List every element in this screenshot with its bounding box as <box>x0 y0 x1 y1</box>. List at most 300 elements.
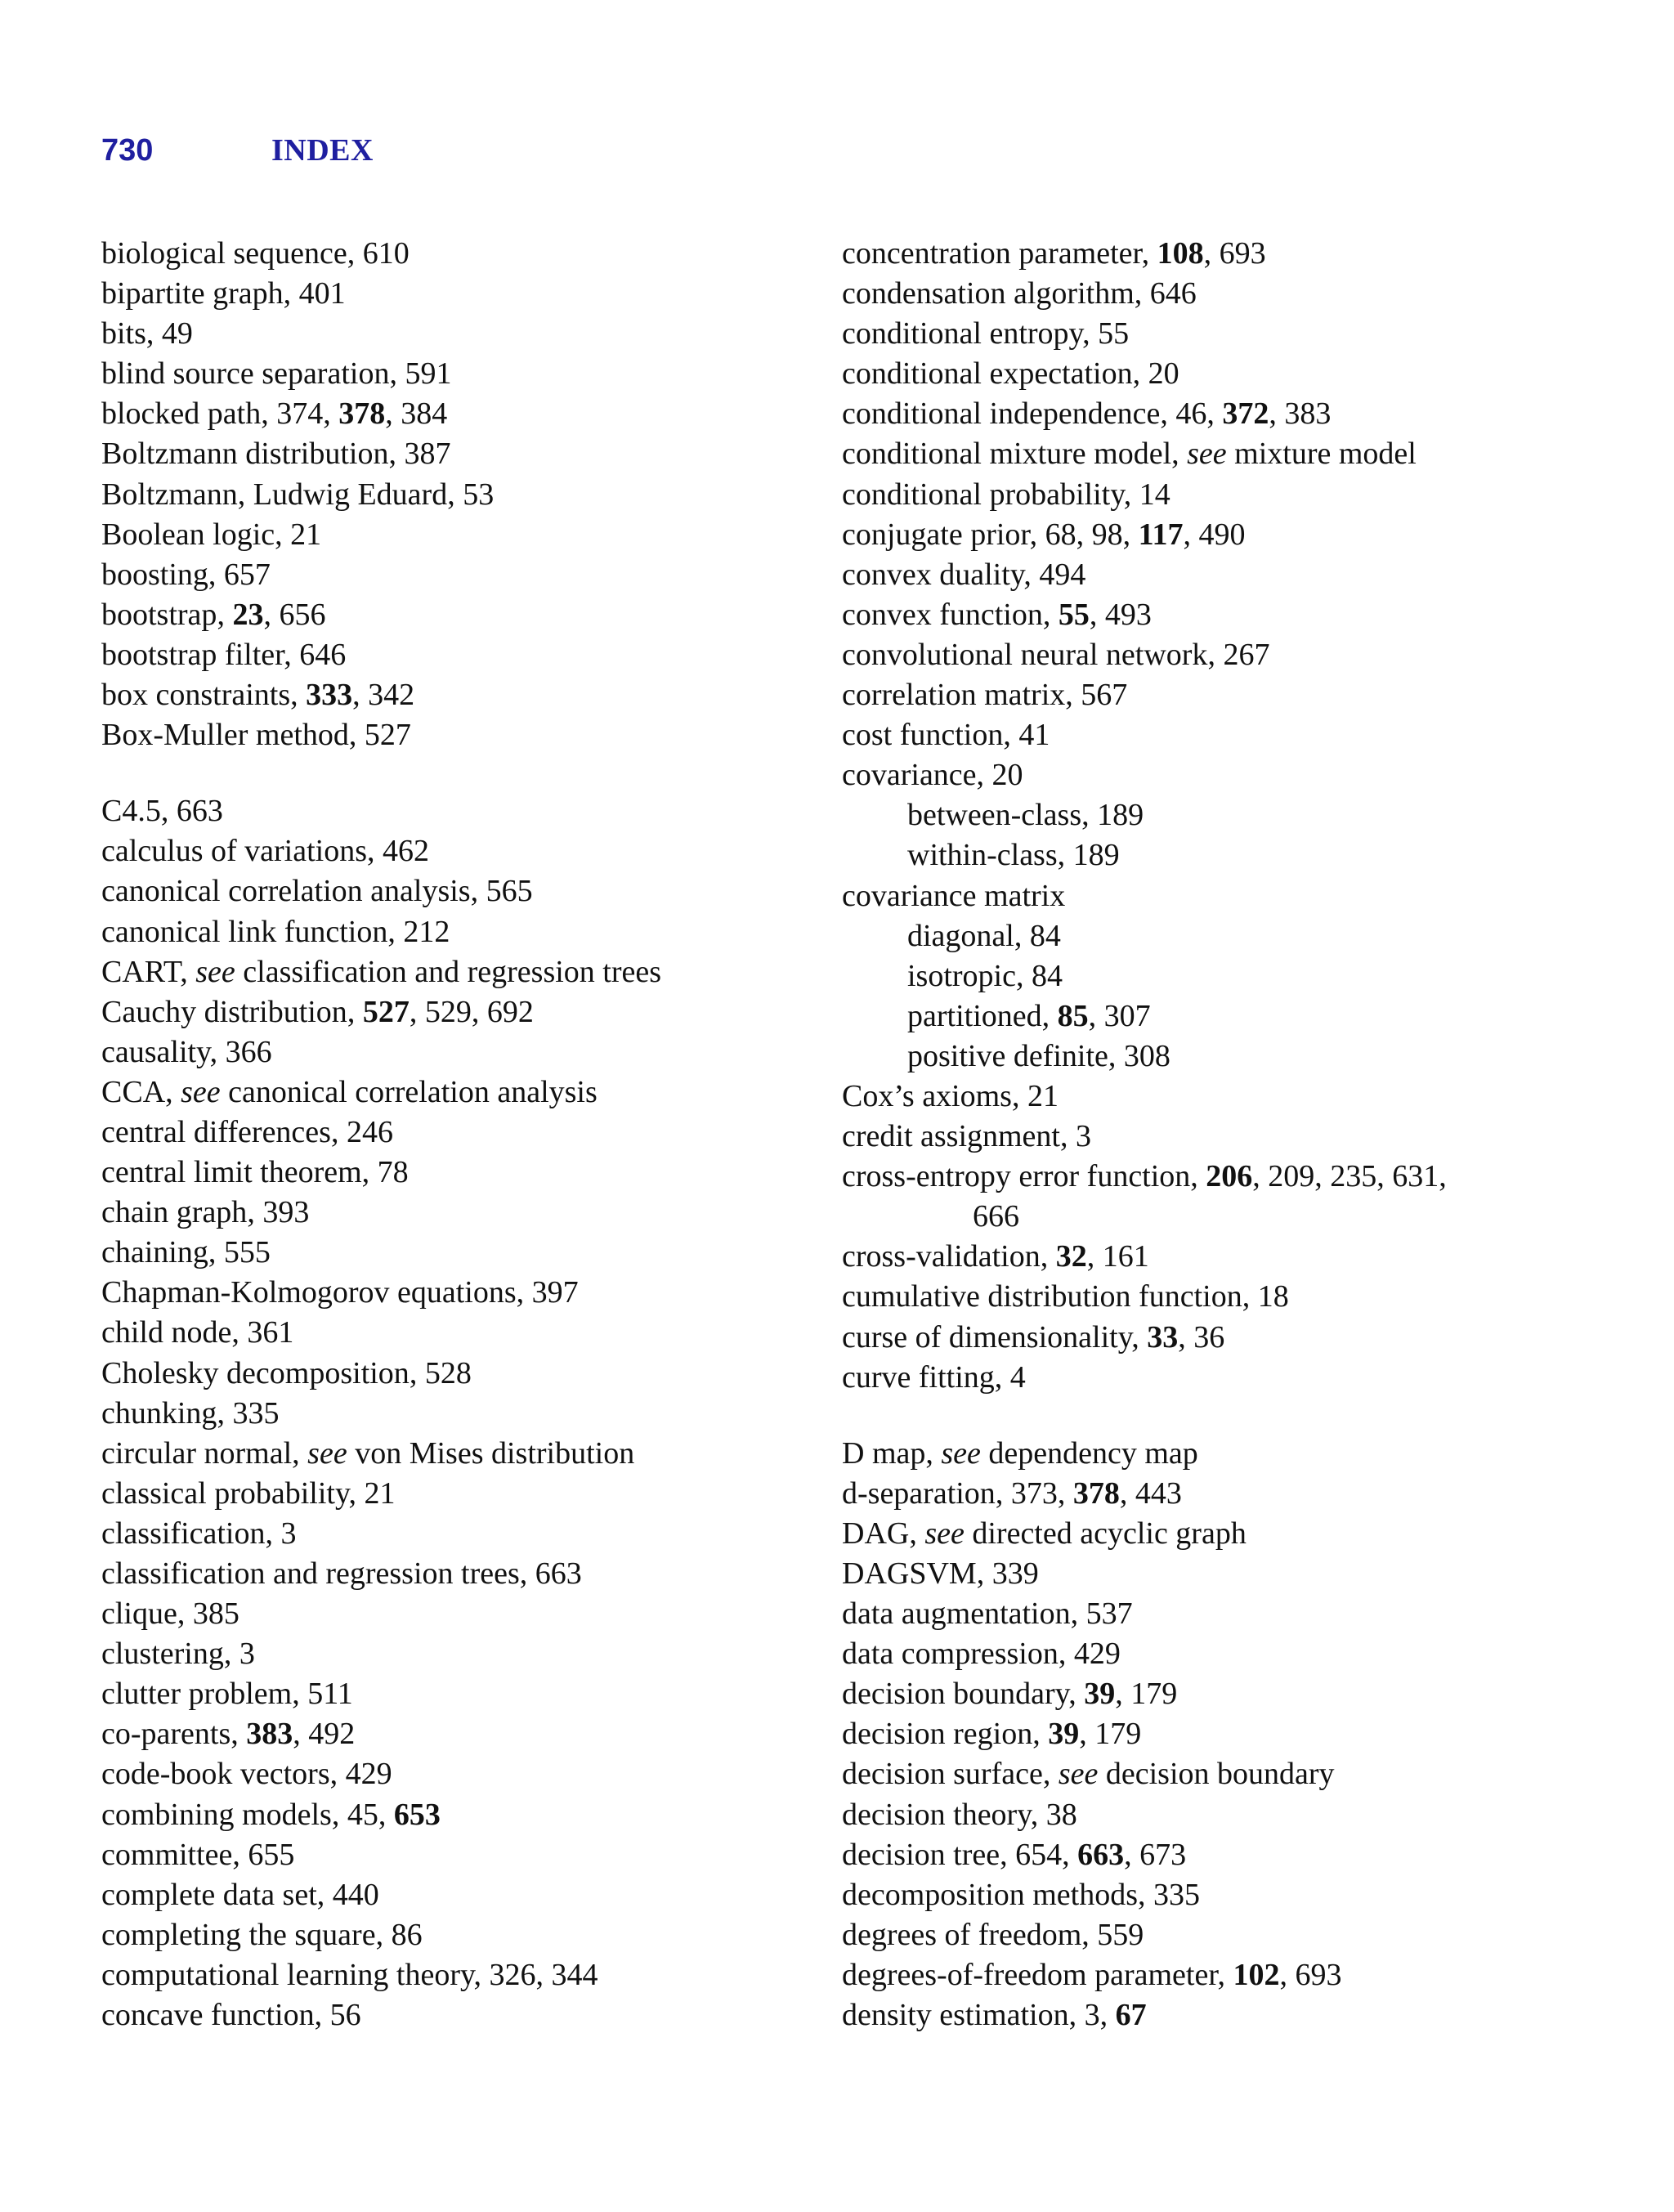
index-term: CCA <box>101 1074 166 1109</box>
see-reference: directed acyclic graph <box>972 1516 1247 1551</box>
running-head: INDEX <box>271 133 374 168</box>
page-ref: 657 <box>223 557 271 592</box>
index-term: d-separation <box>842 1475 996 1511</box>
index-entry: bootstrap, 23, 656 <box>101 597 326 632</box>
index-entry: condensation algorithm, 646 <box>842 276 1197 311</box>
index-entry: Boltzmann, Ludwig Eduard, 53 <box>101 477 495 512</box>
page-ref: 23 <box>232 597 264 632</box>
index-entry: Cox’s axioms, 21 <box>842 1078 1059 1113</box>
index-term: Cholesky decomposition <box>101 1355 410 1390</box>
index-term: isotropic <box>907 958 1016 993</box>
index-entry: biological sequence, 610 <box>101 236 410 271</box>
page-ref: 384 <box>401 396 448 432</box>
see-reference: dependency map <box>988 1435 1198 1471</box>
index-entry: circular normal, see von Mises distribution <box>101 1435 635 1471</box>
page-ref: 235 <box>1330 1159 1377 1194</box>
index-entry: Cholesky decomposition, 528 <box>101 1355 472 1390</box>
page-ref: 3 <box>280 1516 297 1551</box>
index-term: positive definite <box>907 1038 1108 1073</box>
index-term: decomposition methods <box>842 1877 1139 1912</box>
page-ref: 189 <box>1097 798 1144 833</box>
page-ref: 209 <box>1268 1159 1315 1194</box>
page-ref: 527 <box>362 994 410 1029</box>
page-ref: 102 <box>1233 1957 1280 1992</box>
page-ref: 440 <box>332 1877 379 1912</box>
page-ref: 86 <box>391 1917 423 1952</box>
index-term: cumulative distribution function <box>842 1279 1242 1314</box>
index-entry: decision surface, see decision boundary <box>842 1757 1335 1792</box>
index-term: canonical link function <box>101 914 388 949</box>
page-ref: 383 <box>1284 396 1332 432</box>
index-subentry: between-class, 189 <box>907 798 1144 833</box>
index-term: conditional entropy <box>842 316 1083 352</box>
index-entry: CART, see classification and regression trees <box>101 954 662 989</box>
index-term: cross-validation <box>842 1239 1041 1274</box>
page-ref: 527 <box>364 718 411 753</box>
index-entry: bootstrap filter, 646 <box>101 637 347 672</box>
index-entry: credit assignment, 3 <box>842 1119 1091 1154</box>
page-ref: 36 <box>1193 1319 1225 1355</box>
index-term: conjugate prior <box>842 517 1030 552</box>
page-ref: 559 <box>1097 1917 1144 1952</box>
index-term: C4.5 <box>101 794 161 829</box>
index-entry: blocked path, 374, 378, 384 <box>101 396 448 432</box>
page-ref: 387 <box>404 437 451 472</box>
page-ref: 565 <box>486 874 533 909</box>
page-ref: 84 <box>1029 918 1061 953</box>
index-entry: Box-Muller method, 527 <box>101 718 411 753</box>
page-ref: 326 <box>489 1957 536 1992</box>
page-ref: 429 <box>1073 1637 1121 1672</box>
page-ref: 656 <box>279 597 326 632</box>
page-ref: 529 <box>424 994 472 1029</box>
index-entry: Cauchy distribution, 527, 529, 692 <box>101 994 534 1029</box>
index-entry: decision tree, 654, 663, 673 <box>842 1837 1187 1872</box>
index-entry: causality, 366 <box>101 1034 272 1069</box>
index-entry: decision theory, 38 <box>842 1797 1077 1832</box>
index-term: within-class <box>907 838 1058 873</box>
page-ref: 493 <box>1104 597 1152 632</box>
index-term: Boolean logic <box>101 517 275 552</box>
index-entry: curse of dimensionality, 33, 36 <box>842 1319 1225 1355</box>
page-ref: 335 <box>232 1395 280 1431</box>
index-entry: canonical link function, 212 <box>101 914 450 949</box>
index-term: conditional mixture model <box>842 437 1172 472</box>
index-entry: classification and regression trees, 663 <box>101 1556 582 1591</box>
index-term: boosting <box>101 557 208 592</box>
index-term: circular normal <box>101 1435 293 1471</box>
index-entry: d-separation, 373, 378, 443 <box>842 1475 1182 1511</box>
page-ref: 85 <box>1057 998 1089 1033</box>
index-entry: chaining, 555 <box>101 1235 271 1270</box>
page-ref: 490 <box>1198 517 1246 552</box>
index-entry: calculus of variations, 462 <box>101 834 430 869</box>
page-ref: 78 <box>377 1155 409 1190</box>
page-ref: 98 <box>1091 517 1123 552</box>
page-header <box>101 129 374 172</box>
page-ref: 53 <box>463 477 495 512</box>
page-ref: 663 <box>535 1556 582 1591</box>
page-ref: 39 <box>1084 1677 1116 1712</box>
page-ref: 108 <box>1157 236 1204 271</box>
index-term: diagonal <box>907 918 1014 953</box>
page-ref: 3 <box>1084 1998 1100 2033</box>
index-entry: complete data set, 440 <box>101 1877 379 1912</box>
page-ref: 443 <box>1135 1475 1182 1511</box>
see-label: see <box>307 1435 347 1471</box>
page-ref: 610 <box>362 236 410 271</box>
page-ref: 212 <box>403 914 450 949</box>
page-ref: 68 <box>1045 517 1076 552</box>
page-ref: 333 <box>306 678 353 713</box>
page-ref: 117 <box>1138 517 1184 552</box>
page-ref: 372 <box>1222 396 1269 432</box>
page-ref: 654 <box>1015 1837 1063 1872</box>
page-ref: 385 <box>192 1596 239 1632</box>
index-term: central differences <box>101 1114 331 1149</box>
index-term: calculus of variations <box>101 834 368 869</box>
index-term: central limit theorem <box>101 1155 362 1190</box>
index-entry: committee, 655 <box>101 1837 295 1872</box>
see-reference: classification and regression trees <box>243 954 662 989</box>
index-term: Boltzmann distribution <box>101 437 389 472</box>
index-entry: canonical correlation analysis, 565 <box>101 874 533 909</box>
index-continuation <box>842 1197 1561 1237</box>
index-term: classification and regression trees <box>101 1556 520 1591</box>
page-ref: 21 <box>290 517 322 552</box>
index-entry: Boltzmann distribution, 387 <box>101 437 451 472</box>
page-ref: 693 <box>1219 236 1266 271</box>
index-term: between-class <box>907 798 1082 833</box>
index-term: completing the square <box>101 1917 376 1952</box>
page-ref: 366 <box>225 1034 272 1069</box>
page-ref: 56 <box>329 1998 361 2033</box>
page-ref: 335 <box>1153 1877 1201 1912</box>
index-term: co-parents <box>101 1717 231 1752</box>
index-entry: convex duality, 494 <box>842 557 1086 592</box>
see-label: see <box>195 954 235 989</box>
page-ref: 663 <box>1077 1837 1125 1872</box>
index-term: D map <box>842 1435 926 1471</box>
page-ref: 84 <box>1031 958 1063 993</box>
index-term: bootstrap <box>101 597 217 632</box>
index-entry: conditional expectation, 20 <box>842 356 1179 392</box>
see-reference: canonical correlation analysis <box>228 1074 598 1109</box>
index-entry: clustering, 3 <box>101 1637 255 1672</box>
index-term: curse of dimensionality <box>842 1319 1132 1355</box>
index-term: clutter problem <box>101 1677 293 1712</box>
index-term: biological sequence <box>101 236 347 271</box>
index-entry: conditional entropy, 55 <box>842 316 1130 352</box>
page-ref: 692 <box>486 994 534 1029</box>
index-term: decision region <box>842 1717 1033 1752</box>
page-ref: 206 <box>1206 1159 1253 1194</box>
index-term: classification <box>101 1516 266 1551</box>
index-term: curve fitting <box>842 1359 995 1395</box>
index-entry: code-book vectors, 429 <box>101 1757 392 1792</box>
see-label: see <box>941 1435 981 1471</box>
page-ref: 361 <box>247 1315 294 1350</box>
index-term: clique <box>101 1596 177 1632</box>
index-term: blocked path <box>101 396 262 432</box>
index-entry: conditional probability, 14 <box>842 477 1170 512</box>
index-entry: cross-entropy error function, 206, 209, 235, 631, 666 <box>842 1157 1561 1237</box>
page-ref: 339 <box>991 1556 1039 1591</box>
page-ref: 429 <box>345 1757 392 1792</box>
page-ref: 342 <box>368 678 415 713</box>
index-entry: classification, 3 <box>101 1516 297 1551</box>
index-term: chain graph <box>101 1195 248 1230</box>
index-term: decision boundary <box>842 1677 1069 1712</box>
index-term: concentration parameter <box>842 236 1142 271</box>
index-term: classical probability <box>101 1475 349 1511</box>
page-ref: 567 <box>1081 678 1128 713</box>
index-entry: DAGSVM, 339 <box>842 1556 1039 1591</box>
index-term: partitioned <box>907 998 1042 1033</box>
index-term: child node <box>101 1315 232 1350</box>
index-entry: Boolean logic, 21 <box>101 517 322 552</box>
index-entry: degrees-of-freedom parameter, 102, 693 <box>842 1957 1342 1992</box>
index-entry: decision boundary, 39, 179 <box>842 1677 1178 1712</box>
page-ref: 179 <box>1130 1677 1178 1712</box>
page-ref: 41 <box>1018 718 1050 753</box>
page-ref: 631 <box>1392 1159 1439 1194</box>
index-term: complete data set <box>101 1877 317 1912</box>
index-entry: correlation matrix, 567 <box>842 678 1128 713</box>
page-ref: 20 <box>1148 356 1179 392</box>
index-entry: chunking, 335 <box>101 1395 280 1431</box>
page-ref: 666 <box>973 1199 1019 1234</box>
page-ref: 693 <box>1295 1957 1342 1992</box>
index-entry: cross-validation, 32, 161 <box>842 1239 1149 1274</box>
index-entry: D map, see dependency map <box>842 1435 1198 1471</box>
index-entry: central limit theorem, 78 <box>101 1155 409 1190</box>
index-entry: computational learning theory, 326, 344 <box>101 1957 598 1992</box>
page-ref: 14 <box>1139 477 1170 512</box>
page-ref: 267 <box>1223 637 1270 672</box>
page-ref: 20 <box>991 758 1023 793</box>
index-term: conditional expectation <box>842 356 1133 392</box>
see-reference: mixture model <box>1234 437 1417 472</box>
index-term: canonical correlation analysis <box>101 874 471 909</box>
page-ref: 21 <box>364 1475 396 1511</box>
index-entry: cumulative distribution function, 18 <box>842 1279 1289 1314</box>
index-entry: concave function, 56 <box>101 1998 361 2033</box>
index-term: decision surface <box>842 1757 1043 1792</box>
index-entry: combining models, 45, 653 <box>101 1797 441 1832</box>
page-ref: 3 <box>1075 1119 1091 1154</box>
index-term: credit assignment <box>842 1119 1060 1154</box>
index-subentry: diagonal, 84 <box>907 918 1061 953</box>
index-term: combining models <box>101 1797 332 1832</box>
index-term: concave function <box>101 1998 315 2033</box>
index-term: Cauchy distribution <box>101 994 347 1029</box>
index-term: bipartite graph <box>101 276 284 311</box>
see-reference: von Mises distribution <box>355 1435 635 1471</box>
page-number: 730 <box>101 132 154 168</box>
index-entry: Chapman-Kolmogorov equations, 397 <box>101 1275 579 1310</box>
index-entry: bits, 49 <box>101 316 193 352</box>
index-term: cost function <box>842 718 1004 753</box>
index-term: computational learning theory <box>101 1957 474 1992</box>
index-term: Box-Muller method <box>101 718 349 753</box>
index-entry: box constraints, 333, 342 <box>101 678 415 713</box>
page-ref: 67 <box>1115 1998 1147 2033</box>
index-entry: data augmentation, 537 <box>842 1596 1133 1632</box>
page-ref: 511 <box>307 1677 353 1712</box>
index-entry: covariance, 20 <box>842 758 1023 793</box>
page-ref: 32 <box>1055 1239 1087 1274</box>
index-entry: density estimation, 3, 67 <box>842 1998 1147 2033</box>
page-ref: 55 <box>1058 597 1090 632</box>
page-ref: 378 <box>1072 1475 1120 1511</box>
index-term: DAG <box>842 1516 910 1551</box>
page-ref: 663 <box>176 794 223 829</box>
index-term: degrees-of-freedom parameter <box>842 1957 1218 1992</box>
index-entry: boosting, 657 <box>101 557 271 592</box>
page-ref: 3 <box>239 1637 255 1672</box>
index-term: convolutional neural network <box>842 637 1208 672</box>
page-ref: 39 <box>1048 1717 1080 1752</box>
index-entry: conjugate prior, 68, 98, 117, 490 <box>842 517 1246 552</box>
index-term: data compression <box>842 1637 1059 1672</box>
index-term: covariance matrix <box>842 878 1066 913</box>
page-ref: 18 <box>1257 1279 1289 1314</box>
page-ref: 307 <box>1103 998 1151 1033</box>
page-ref: 378 <box>338 396 386 432</box>
index-term: chaining <box>101 1235 208 1270</box>
page-ref: 46 <box>1175 396 1207 432</box>
page-ref: 246 <box>346 1114 393 1149</box>
index-term: correlation matrix <box>842 678 1066 713</box>
see-reference: decision boundary <box>1105 1757 1335 1792</box>
page-ref: 646 <box>1149 276 1197 311</box>
index-column-left <box>101 234 812 2035</box>
index-entry: C4.5, 663 <box>101 794 223 829</box>
page-ref: 45 <box>347 1797 378 1832</box>
page-ref: 397 <box>531 1275 579 1310</box>
index-term: Chapman-Kolmogorov equations <box>101 1275 517 1310</box>
page-ref: 492 <box>308 1717 356 1752</box>
index-term: box constraints <box>101 678 291 713</box>
page-ref: 33 <box>1147 1319 1179 1355</box>
page-ref: 462 <box>383 834 430 869</box>
index-entry: classical probability, 21 <box>101 1475 396 1511</box>
page-ref: 374 <box>276 396 324 432</box>
page-ref: 653 <box>393 1797 441 1832</box>
page-ref: 21 <box>1027 1078 1059 1113</box>
index-term: condensation algorithm <box>842 276 1135 311</box>
index-entry: clique, 385 <box>101 1596 239 1632</box>
page-ref: 655 <box>248 1837 295 1872</box>
index-term: CART <box>101 954 181 989</box>
index-entry: chain graph, 393 <box>101 1195 310 1230</box>
index-subentry: within-class, 189 <box>907 838 1120 873</box>
index-term: bootstrap filter <box>101 637 284 672</box>
index-term: convex duality <box>842 557 1024 592</box>
index-term: committee <box>101 1837 233 1872</box>
index-term: cross-entropy error function <box>842 1159 1191 1194</box>
index-entry: cost function, 41 <box>842 718 1050 753</box>
index-entry: clutter problem, 511 <box>101 1677 353 1712</box>
page-ref: 401 <box>298 276 346 311</box>
page-ref: 308 <box>1123 1038 1170 1073</box>
page-ref: 591 <box>405 356 452 392</box>
index-term: Boltzmann, Ludwig Eduard <box>101 477 448 512</box>
index-term: degrees of freedom <box>842 1917 1082 1952</box>
index-term: data augmentation <box>842 1596 1071 1632</box>
page-ref: 49 <box>161 316 193 352</box>
page-ref: 673 <box>1139 1837 1187 1872</box>
page-ref: 161 <box>1102 1239 1149 1274</box>
index-term: covariance <box>842 758 977 793</box>
page-ref: 55 <box>1098 316 1130 352</box>
page-ref: 4 <box>1009 1359 1026 1395</box>
page-ref: 38 <box>1045 1797 1077 1832</box>
index-entry: decision region, 39, 179 <box>842 1717 1142 1752</box>
index-entry: blind source separation, 591 <box>101 356 452 392</box>
index-entry: convex function, 55, 493 <box>842 597 1152 632</box>
index-term: blind source separation <box>101 356 390 392</box>
index-term: convex function <box>842 597 1043 632</box>
index-term: code-book vectors <box>101 1757 330 1792</box>
index-entry: conditional mixture model, see mixture model <box>842 437 1417 472</box>
index-entry: decomposition methods, 335 <box>842 1877 1201 1912</box>
see-label: see <box>1058 1757 1099 1792</box>
index-entry: DAG, see directed acyclic graph <box>842 1516 1247 1551</box>
index-subentry: positive definite, 308 <box>907 1038 1170 1073</box>
index-entry: CCA, see canonical correlation analysis <box>101 1074 598 1109</box>
index-term: decision theory <box>842 1797 1031 1832</box>
index-entry: bipartite graph, 401 <box>101 276 346 311</box>
index-term: clustering <box>101 1637 224 1672</box>
index-term: conditional independence <box>842 396 1161 432</box>
index-entry: data compression, 429 <box>842 1637 1121 1672</box>
page-ref: 537 <box>1085 1596 1133 1632</box>
index-entry: convolutional neural network, 267 <box>842 637 1270 672</box>
index-entry: curve fitting, 4 <box>842 1359 1026 1395</box>
page-ref: 373 <box>1010 1475 1058 1511</box>
index-term: bits <box>101 316 146 352</box>
page-ref: 393 <box>262 1195 310 1230</box>
page-ref: 555 <box>223 1235 271 1270</box>
index-term: decision tree <box>842 1837 1000 1872</box>
index-subentry: isotropic, 84 <box>907 958 1063 993</box>
index-term: conditional probability <box>842 477 1124 512</box>
index-entry: completing the square, 86 <box>101 1917 423 1952</box>
see-label: see <box>181 1074 221 1109</box>
see-label: see <box>1187 437 1227 472</box>
page-ref: 383 <box>246 1717 293 1752</box>
index-entry: conditional independence, 46, 372, 383 <box>842 396 1332 432</box>
index-entry: child node, 361 <box>101 1315 294 1350</box>
index-entry: co-parents, 383, 492 <box>101 1717 356 1752</box>
index-term: Cox’s axioms <box>842 1078 1012 1113</box>
index-entry: degrees of freedom, 559 <box>842 1917 1144 1952</box>
index-subentry: partitioned, 85, 307 <box>907 998 1151 1033</box>
index-term: chunking <box>101 1395 217 1431</box>
index-term: causality <box>101 1034 210 1069</box>
index-term: DAGSVM <box>842 1556 977 1591</box>
page-ref: 646 <box>299 637 347 672</box>
page-ref: 528 <box>424 1355 472 1390</box>
page-ref: 494 <box>1039 557 1086 592</box>
page-ref: 189 <box>1072 838 1120 873</box>
page-ref: 179 <box>1094 1717 1142 1752</box>
index-entry: central differences, 246 <box>101 1114 393 1149</box>
index-entry: concentration parameter, 108, 693 <box>842 236 1266 271</box>
index-term: density estimation <box>842 1998 1069 2033</box>
